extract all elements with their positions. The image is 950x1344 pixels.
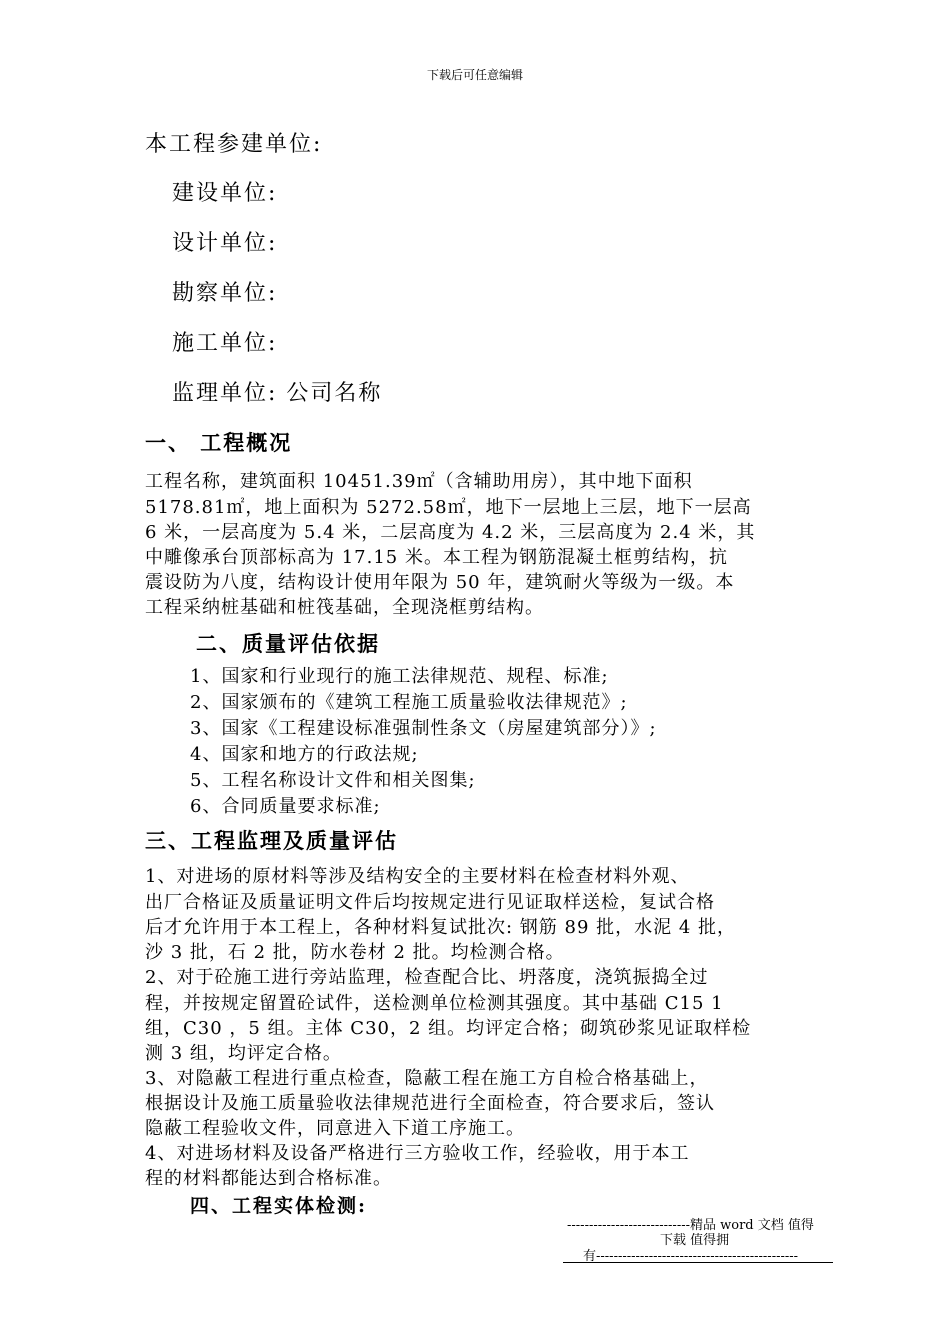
footer-line: ----------------------------精品 word 文档 值得 xyxy=(567,1218,814,1233)
footer-line: 下载 值得拥 xyxy=(660,1233,730,1248)
section-heading: 四、工程实体检测: xyxy=(190,1195,368,1217)
paragraph-line: 3、对隐蔽工程进行重点检查，隐蔽工程在施工方自检合格基础上， xyxy=(145,1068,709,1089)
footer-divider xyxy=(563,1262,833,1263)
section-heading: 三、工程监理及质量评估 xyxy=(145,828,398,853)
list-item: 1、国家和行业现行的施工法律规范、规程、标准; xyxy=(190,666,609,687)
section-heading: 二、质量评估依据 xyxy=(196,631,380,656)
participants-title: 本工程参建单位: xyxy=(145,132,323,157)
paragraph-line: 沙 3 批，石 2 批，防水卷材 2 批。均检测合格。 xyxy=(145,942,565,963)
participant-row: 建设单位: xyxy=(172,181,278,206)
paragraph-line: 组，C30 ，5 组。主体 C30，2 组。均评定合格；砌筑砂浆见证取样检 xyxy=(145,1018,752,1039)
list-item: 3、国家《工程建设标准强制性条文（房屋建筑部分）》; xyxy=(190,718,657,739)
list-item: 6、合同质量要求标准; xyxy=(190,796,381,817)
header-note: 下载后可任意编辑 xyxy=(426,68,523,82)
paragraph-line: 2、对于砼施工进行旁站监理，检查配合比、坍落度，浇筑振捣全过 xyxy=(145,967,709,988)
criteria-list xyxy=(190,664,657,820)
list-item: 2、国家颁布的《建筑工程施工质量验收法律规范》; xyxy=(190,692,628,713)
paragraph-line: 1、对进场的原材料等涉及结构安全的主要材料在检查材料外观、 xyxy=(145,866,690,887)
participant-row: 监理单位: 公司名称 xyxy=(172,381,383,406)
paragraph-line: 后才允许用于本工程上，各种材料复试批次: 钢筋 89 批，水泥 4 批， xyxy=(145,917,737,938)
paragraph-line: 6 米，一层高度为 5.4 米，二层高度为 4.2 米，三层高度为 2.4 米，其 xyxy=(145,522,756,543)
list-item: 5、工程名称设计文件和相关图集; xyxy=(190,770,476,791)
paragraph-line: 4、对进场材料及设备严格进行三方验收工作，经验收，用于本工 xyxy=(145,1143,690,1164)
paragraph-line: 震设防为八度，结构设计使用年限为 50 年，建筑耐火等级为一级。本 xyxy=(145,572,735,593)
paragraph-line: 隐蔽工程验收文件，同意进入下道工序施工。 xyxy=(145,1118,525,1139)
paragraph-line: 中雕像承台顶部标高为 17.15 米。本工程为钢筋混凝土框剪结构，抗 xyxy=(145,547,728,568)
participant-row: 设计单位: xyxy=(172,231,278,256)
paragraph-line: 测 3 组，均评定合格。 xyxy=(145,1043,342,1064)
paragraph-line: 5178.81㎡，地上面积为 5272.58㎡，地下一层地上三层，地下一层高 xyxy=(145,497,752,518)
paragraph-line: 程的材料都能达到合格标准。 xyxy=(145,1168,392,1189)
paragraph-line: 工程采纳桩基础和桩筏基础，全现浇框剪结构。 xyxy=(145,597,544,618)
participant-row: 施工单位: xyxy=(172,331,278,356)
participant-row: 勘察单位: xyxy=(172,281,278,306)
footer-line: 有---------------------------------------------- xyxy=(583,1249,799,1264)
section-heading: 一、 工程概况 xyxy=(145,430,293,455)
paragraph-line: 程，并按规定留置砼试件，送检测单位检测其强度。其中基础 C15 1 xyxy=(145,993,724,1014)
paragraph-line: 工程名称，建筑面积 10451.39㎡（含辅助用房），其中地下面积 xyxy=(145,471,693,492)
paragraph-line: 根据设计及施工质量验收法律规范进行全面检查，符合要求后，签认 xyxy=(145,1093,715,1114)
paragraph-line: 出厂合格证及质量证明文件后均按规定进行见证取样送检，复试合格 xyxy=(145,892,715,913)
list-item: 4、国家和地方的行政法规; xyxy=(190,744,419,765)
